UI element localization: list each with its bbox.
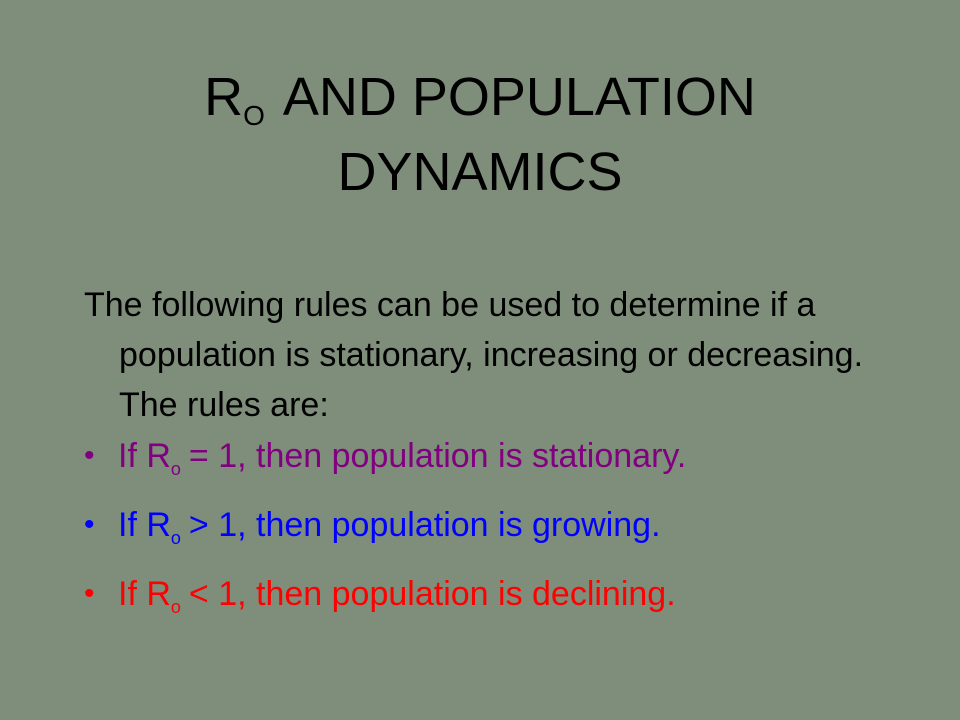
rule-text: = 1, then population is stationary. [188,437,687,475]
rule-text: > 1, then population is growing. [188,506,661,544]
rule-subscript: o [170,528,181,548]
title-rest: AND POPULATION DYNAMICS [282,67,756,202]
rule-prefix: If R [118,575,171,613]
rules-list [84,436,904,619]
rule-text: < 1, then population is declining. [188,575,676,613]
rule-growing [84,505,904,550]
title-r: R [204,67,244,127]
bullet-icon: • [84,439,95,472]
title-subscript: O [243,100,265,131]
rule-subscript: o [170,459,181,479]
intro-paragraph: The following rules can be used to determine if a population is stationary, increasing or decreasing. The rules are: [84,286,864,424]
bullet-icon: • [84,577,95,610]
rule-subscript: o [170,597,181,617]
rule-prefix: If R [118,437,171,475]
rule-stationary [84,436,904,481]
slide-title [100,64,860,205]
rule-prefix: If R [118,506,171,544]
slide-body [84,280,904,643]
rule-declining [84,574,904,619]
bullet-icon: • [84,508,95,541]
